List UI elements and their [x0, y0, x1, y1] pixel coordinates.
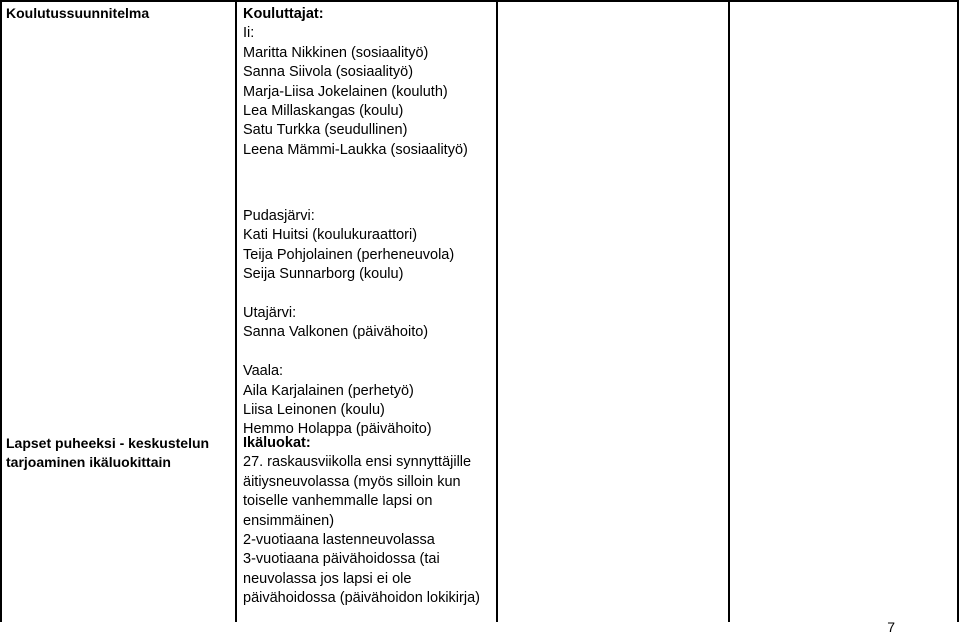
- trainers-cell-pudasjarvi: [243, 207, 454, 440]
- trainers-cell: [243, 5, 468, 160]
- table-border-col3: [728, 0, 730, 622]
- trainer-pudasjarvi-1: Kati Huitsi (koulukuraattori): [243, 227, 418, 244]
- age-groups-heading: Ikäluokat:: [243, 435, 311, 451]
- age-group-line-8: päivähoidossa (päivähoidon lokikirja): [243, 590, 480, 607]
- section2-title: [6, 434, 209, 472]
- location-ii: Ii:: [243, 25, 255, 42]
- table-border-col2: [496, 0, 498, 622]
- trainer-ii-2: Sanna Siivola (sosiaalityö): [243, 64, 414, 81]
- trainers-heading: Kouluttajat:: [243, 6, 324, 22]
- location-pudasjarvi: Pudasjärvi:: [243, 208, 315, 224]
- location-vaala: Vaala:: [243, 363, 284, 380]
- age-group-line-1: 27. raskausviikolla ensi synnyttäjille: [243, 454, 472, 471]
- table-border-top: [0, 0, 959, 2]
- age-group-line-5: 2-vuotiaana lastenneuvolassa: [243, 532, 435, 549]
- table-border-left: [0, 0, 2, 622]
- trainer-ii-3: Marja-Liisa Jokelainen (kouluth): [243, 83, 448, 100]
- trainer-utajarvi-1: Sanna Valkonen (päivähoito): [243, 324, 429, 341]
- location-utajarvi: Utajärvi:: [243, 305, 297, 322]
- age-groups-cell: [243, 434, 480, 609]
- trainer-ii-5: Satu Turkka (seudullinen): [243, 122, 408, 139]
- trainer-pudasjarvi-3: Seija Sunnarborg (koulu): [243, 266, 404, 283]
- age-group-line-7: neuvolassa jos lapsi ei ole: [243, 570, 412, 587]
- trainer-vaala-2: Liisa Leinonen (koulu): [243, 402, 385, 419]
- col1-title: Koulutussuunnitelma: [6, 5, 150, 21]
- trainer-pudasjarvi-2: Teija Pohjolainen (perheneuvola): [243, 246, 455, 263]
- age-group-line-3: toiselle vanhemmalle lapsi on: [243, 493, 433, 510]
- trainer-ii-6: Leena Mämmi-Laukka (sosiaalityö): [243, 141, 468, 158]
- age-group-line-2: äitiysneuvolassa (myös silloin kun: [243, 473, 461, 490]
- section2-title-line1: Lapset puheeksi - keskustelun: [6, 435, 210, 451]
- page-number: 7: [887, 619, 895, 635]
- trainer-vaala-1: Aila Karjalainen (perhetyö): [243, 382, 414, 399]
- table-border-right: [957, 0, 959, 622]
- trainer-ii-1: Maritta Nikkinen (sosiaalityö): [243, 44, 429, 61]
- section2-title-line2: tarjoaminen ikäluokittain: [6, 454, 171, 470]
- table-border-col1: [235, 0, 237, 622]
- trainer-ii-4: Lea Millaskangas (koulu): [243, 103, 404, 120]
- trainer-vaala-3: Hemmo Holappa (päivähoito): [243, 421, 432, 438]
- age-group-line-6: 3-vuotiaana päivähoidossa (tai: [243, 551, 440, 568]
- age-group-line-4: ensimmäinen): [243, 512, 335, 529]
